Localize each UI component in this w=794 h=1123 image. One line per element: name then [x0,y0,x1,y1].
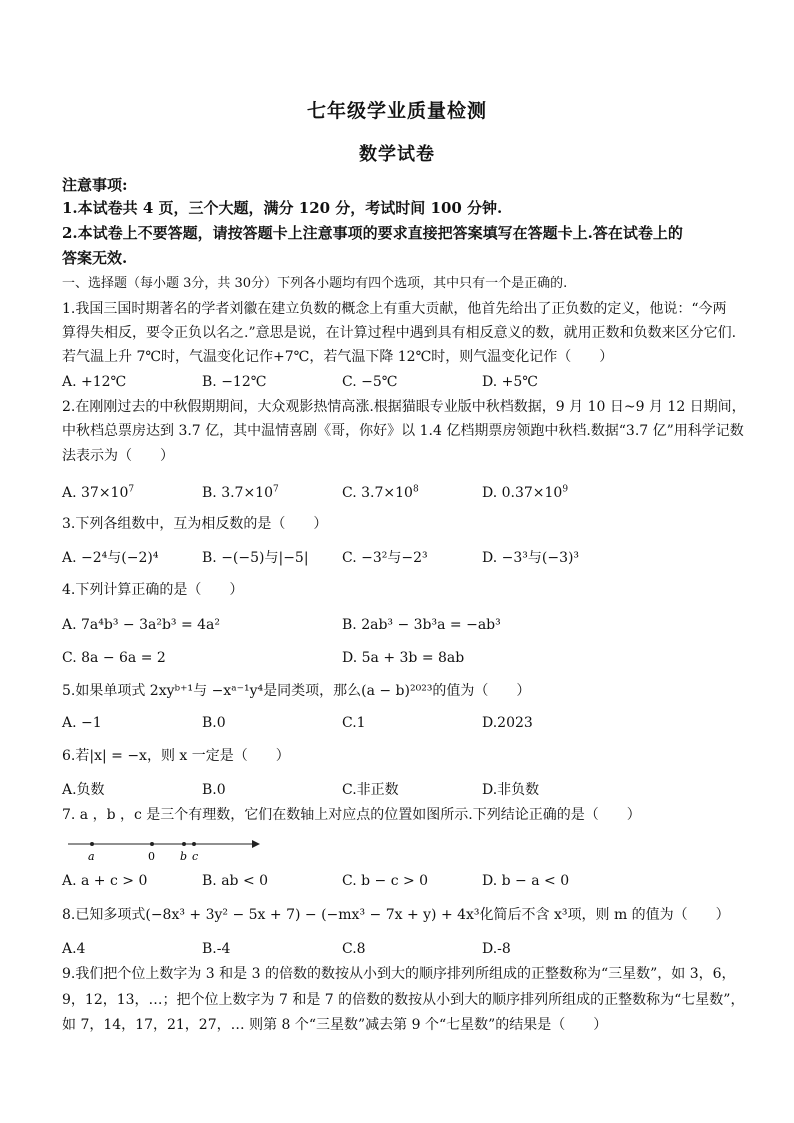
q2-line-3: 法表示为（ ） [62,448,174,464]
q8-option-d: D.-8 [482,941,511,957]
q7-option-d: D. b − a < 0 [482,873,570,889]
q1-option-b: B. −12℃ [202,374,267,390]
q8-option-a: A.4 [62,941,86,957]
q4-option-c: C. 8a − 6a = 2 [62,650,166,666]
label-a: a [88,850,95,863]
q4-option-b: B. 2ab³ − 3b³a = −ab³ [342,617,501,633]
q8-option-b: B.-4 [202,941,231,957]
q8-stem: 8.已知多项式(−8x³ + 3y² − 5x + 7) − (−mx³ − 7x + y) + 4x³化简后不含 x³项，则 m 的值为（ ） [62,907,730,923]
point-a [90,842,94,846]
q5-option-d: D.2023 [482,715,533,731]
exam-subtitle: 数学试卷 [359,144,435,165]
point-b [182,842,186,846]
notice-item-1: 1.本试卷共 4 页，三个大题，满分 120 分，考试时间 100 分钟. [62,199,503,217]
q4-stem: 4.下列计算正确的是（ ） [62,582,244,598]
q2-option-b: B. $3.7\times 10^7$ [202,484,279,501]
section-1-heading: 一、选择题（每小题 3分，共 30分）下列各小题均有四个选项，其中只有一个是正确的. [62,276,568,291]
q3-option-d: D. −3³与(−3)³ [482,550,580,566]
q5-option-a: A. −1 [62,715,102,731]
q6-option-a: A.负数 [62,782,105,798]
q9-line-3: 如 7，14，17，21，27，… 则第 8 个“三星数”减去第 9 个“七星数”的结果是（ ） [62,1017,608,1033]
q7-option-c: C. b − c > 0 [342,873,429,889]
notice-item-2a: 2.本试卷上不要答题，请按答题卡上注意事项的要求直接把答案填写在答题卡上.答在试卷上的 [62,224,683,242]
q3-stem: 3.下列各组数中，互为相反数的是（ ） [62,516,328,532]
q9-line-2: 9，12，13，…；把个位上数字为 7 和是 7 的倍数的数按从小到大的顺序排列所组成的正整数称为“七星数”， [62,992,745,1008]
q9-line-1: 9.我们把个位上数字为 3 和是 3 的倍数的数按从小到大的顺序排列所组成的正整数称为“三星数”，如 3，6， [62,966,736,982]
q2-line-2: 中秋档总票房达到 3.7 亿，其中温情喜剧《哥，你好》以 1.4 亿档期票房领跑中秋档.数据“3.7 亿”用科学记数 [62,423,744,439]
q1-option-d: D. +5℃ [482,374,538,390]
q7-option-b: B. ab < 0 [202,873,269,889]
notice-heading: 注意事项: [62,176,128,194]
q3-option-a: A. −2⁴与(−2)⁴ [62,550,159,566]
q8-option-c: C.8 [342,941,366,957]
number-line-arrow-icon [252,840,260,848]
point-c [192,842,196,846]
q1-option-a: A. +12℃ [62,374,127,390]
number-line-figure [66,834,266,864]
q4-option-d: D. 5a + 3b = 8ab [342,650,465,666]
exam-title: 七年级学业质量检测 [306,100,487,122]
q6-stem: 6.若|x| = −x，则 x 一定是（ ） [62,748,290,764]
label-0: 0 [148,850,155,863]
q2-line-1: 2.在刚刚过去的中秋假期期间，大众观影热情高涨.根据猫眼专业版中秋档数据，9 月 10 日~9 月 12 日期间， [62,399,746,415]
q6-option-d: D.非负数 [482,782,540,798]
q3-option-b: B. −(−5)与|−5| [202,550,309,566]
q2-option-c: C. $3.7\times 10^8$ [342,484,419,501]
q4-option-a: A. 7a⁴b³ − 3a²b³ = 4a² [62,617,221,633]
point-0 [150,842,154,846]
q5-option-b: B.0 [202,715,226,731]
label-c: c [192,850,199,863]
q7-option-a: A. a + c > 0 [62,873,148,889]
q2-option-d: D. $0.37\times 10^9$ [482,484,569,501]
q3-option-c: C. −3²与−2³ [342,550,428,566]
q5-stem: 5.如果单项式 2xyᵇ⁺¹与 −xᵃ⁻¹y⁴是同类项，那么(a − b)²⁰²³的值为（ ） [62,683,531,699]
q6-option-b: B.0 [202,782,226,798]
q1-option-c: C. −5℃ [342,374,398,390]
q6-option-c: C.非正数 [342,782,399,798]
q7-stem: 7. a ，b ，c 是三个有理数，它们在数轴上对应点的位置如图所示.下列结论正确的是（ ） [62,807,641,823]
label-b: b [180,850,188,863]
q1-line-3: 若气温上升 7℃时，气温变化记作+7℃，若气温下降 12℃时，则气温变化记作（ ） [62,349,614,365]
q1-line-2: 算得失相反，要令正负以名之.”意思是说，在计算过程中遇到具有相反意义的数，就用正数和负数来区分它们. [62,325,737,341]
notice-item-2b: 答案无效. [62,249,128,267]
q1-line-1: 1.我国三国时期著名的学者刘徽在建立负数的概念上有重大贡献，他首先给出了正负数的定义，他说：“今两 [62,301,727,317]
q2-option-a: A. $37\times 10^7$ [62,484,135,501]
q5-option-c: C.1 [342,715,366,731]
